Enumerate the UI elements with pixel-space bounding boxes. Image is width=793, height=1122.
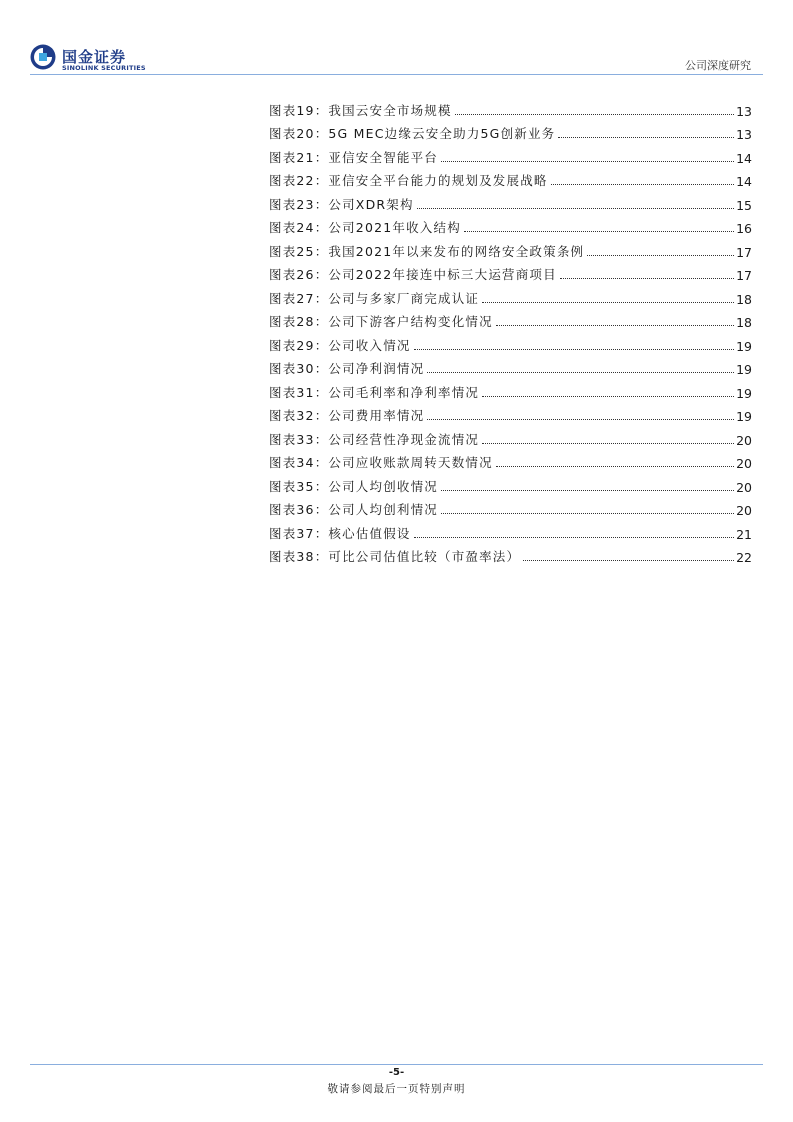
toc-entry[interactable] — [269, 213, 752, 237]
sinolink-logo-icon — [30, 44, 56, 70]
toc-leader-dots — [464, 231, 734, 232]
toc-entry[interactable] — [269, 518, 752, 542]
toc-leader-dots — [496, 325, 734, 326]
toc-entry-label: 图表33：公司经营性净现金流情况 — [269, 431, 480, 447]
report-type-label: 公司深度研究 — [685, 59, 751, 72]
toc-entry-label: 图表19：我国云安全市场规模 — [269, 102, 452, 118]
toc-entry-page: 16 — [736, 221, 752, 236]
toc-entry[interactable] — [269, 542, 752, 566]
toc-entry-page: 14 — [736, 150, 752, 166]
toc-entry-label: 图表38：可比公司估值比较（市盈率法） — [269, 549, 521, 564]
toc-entry-page: 19 — [736, 338, 752, 354]
toc-leader-dots — [441, 161, 734, 162]
toc-entry-label: 图表29：公司收入情况 — [269, 337, 411, 353]
toc-entry[interactable] — [269, 166, 752, 190]
disclaimer-note: 敬请参阅最后一页特别声明 — [327, 1083, 466, 1095]
toc-entry-page: 17 — [736, 268, 752, 283]
toc-entry-label: 图表35：公司人均创收情况 — [269, 478, 439, 494]
toc-leader-dots — [414, 537, 734, 538]
toc-leader-dots — [427, 419, 734, 420]
toc-entry-page: 18 — [736, 291, 752, 307]
toc-entry[interactable] — [269, 330, 752, 354]
toc-leader-dots — [482, 302, 734, 303]
toc-entry-page: 14 — [736, 174, 752, 189]
toc-entry[interactable] — [269, 495, 752, 519]
toc-leader-dots — [523, 560, 734, 561]
toc-leader-dots — [482, 443, 734, 444]
toc-leader-dots — [441, 513, 734, 514]
toc-leader-dots — [496, 466, 734, 467]
toc-entry-page: 15 — [736, 197, 752, 213]
toc-leader-dots — [551, 184, 734, 185]
toc-entry-page: 19 — [736, 362, 752, 377]
toc-entry-page: 13 — [736, 127, 752, 142]
toc-entry[interactable] — [269, 119, 752, 143]
toc-entry-label: 图表28：公司下游客户结构变化情况 — [269, 314, 493, 329]
figure-index-list — [269, 95, 752, 565]
toc-entry-page: 20 — [736, 456, 752, 471]
toc-entry[interactable] — [269, 377, 752, 401]
company-logo — [30, 44, 150, 76]
toc-entry[interactable] — [269, 260, 752, 284]
toc-entry[interactable] — [269, 424, 752, 448]
toc-entry-page: 20 — [736, 479, 752, 495]
toc-entry[interactable] — [269, 471, 752, 495]
toc-entry-label: 图表27：公司与多家厂商完成认证 — [269, 290, 480, 306]
toc-entry-page: 18 — [736, 315, 752, 330]
toc-entry-page: 20 — [736, 432, 752, 448]
toc-leader-dots — [558, 137, 734, 138]
toc-entry[interactable] — [269, 354, 752, 378]
toc-entry[interactable] — [269, 236, 752, 260]
toc-entry-page: 19 — [736, 409, 752, 424]
toc-leader-dots — [482, 396, 734, 397]
logo-chinese-name: 国金证券 — [62, 48, 127, 66]
toc-entry[interactable] — [269, 95, 752, 119]
toc-entry-label: 图表34：公司应收账款周转天数情况 — [269, 455, 493, 470]
toc-entry-label: 图表37：核心估值假设 — [269, 525, 411, 541]
toc-entry[interactable] — [269, 189, 752, 213]
toc-entry[interactable] — [269, 307, 752, 331]
header-divider — [30, 74, 763, 75]
toc-entry[interactable] — [269, 401, 752, 425]
toc-entry-label: 图表24：公司2021年收入结构 — [269, 220, 461, 235]
toc-entry[interactable] — [269, 283, 752, 307]
toc-leader-dots — [427, 372, 734, 373]
toc-leader-dots — [560, 278, 734, 279]
toc-entry-page: 13 — [736, 103, 752, 119]
toc-entry-label: 图表30：公司净利润情况 — [269, 361, 425, 376]
toc-entry-label: 图表31：公司毛利率和净利率情况 — [269, 384, 480, 400]
page-number: -5- — [388, 1067, 405, 1078]
footer-divider — [30, 1064, 763, 1065]
toc-entry-page: 22 — [736, 550, 752, 565]
toc-entry-label: 图表32：公司费用率情况 — [269, 408, 425, 423]
toc-leader-dots — [587, 255, 734, 256]
toc-entry-label: 图表20：5G MEC边缘云安全助力5G创新业务 — [269, 126, 556, 141]
toc-entry[interactable] — [269, 142, 752, 166]
toc-entry-label: 图表36：公司人均创利情况 — [269, 502, 439, 517]
toc-entry[interactable] — [269, 448, 752, 472]
toc-leader-dots — [455, 114, 734, 115]
toc-leader-dots — [417, 208, 734, 209]
toc-entry-label: 图表25：我国2021年以来发布的网络安全政策条例 — [269, 243, 585, 259]
logo-english-name: SINOLINK SECURITIES — [62, 64, 146, 72]
toc-entry-label: 图表21：亚信安全智能平台 — [269, 149, 439, 165]
toc-entry-label: 图表23：公司XDR架构 — [269, 196, 414, 212]
toc-entry-page: 20 — [736, 503, 752, 518]
toc-entry-page: 17 — [736, 244, 752, 260]
toc-leader-dots — [441, 490, 734, 491]
toc-entry-page: 19 — [736, 385, 752, 401]
toc-entry-page: 21 — [736, 526, 752, 542]
toc-entry-label: 图表22：亚信安全平台能力的规划及发展战略 — [269, 173, 548, 188]
toc-leader-dots — [414, 349, 734, 350]
toc-entry-label: 图表26：公司2022年接连中标三大运营商项目 — [269, 267, 557, 282]
